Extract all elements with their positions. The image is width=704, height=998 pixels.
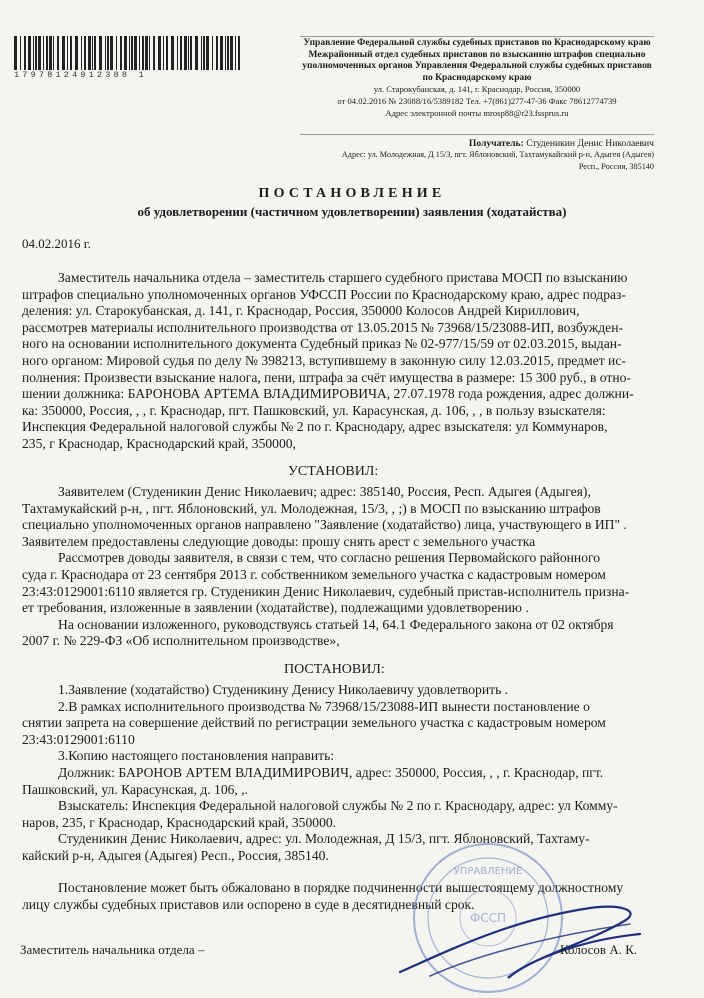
text-line: 2.В рамках исполнительного производства № 73968/15/23088-ИП вынести постановление о bbox=[58, 698, 590, 714]
barcode-icon bbox=[14, 36, 242, 70]
org-email: Адрес электронной почты mrosp88@r23.fssprus.ru bbox=[385, 107, 569, 118]
text-line: снятии запрета на совершение действий по регистрации земельного участка с кадастровым номером bbox=[22, 715, 606, 731]
text-line: ного на основании исполнительного документа Судебный приказ № 02-977/15/59 от 02.03.2015, выдан- bbox=[22, 336, 622, 352]
text-line: штрафов специально уполномоченных органов УФССП России по Краснодарскому краю, адрес подраз- bbox=[22, 286, 626, 302]
org-address: ул. Старокубанская, д. 141, г. Краснодар, Россия, 350000 bbox=[373, 84, 581, 95]
text-line: кайский р-н, Адыгея (Адыгея) Респ., Россия, 385140. bbox=[22, 847, 329, 863]
text-line: суда г. Краснодара от 23 сентября 2013 г. собственником земельного участка с кадастровым номером bbox=[22, 566, 606, 582]
document-title: ПОСТАНОВЛЕНИЕ bbox=[258, 186, 446, 201]
dept-name: Межрайонный отдел судебных приставов по взысканию штрафов специально уполномоченных органов Управления Федеральной службы судебных приставов по Краснодарскому краю bbox=[302, 49, 652, 83]
text-line: Заявителем (Студеникин Денис Николаевич; адрес: 385140, Россия, Респ. Адыгея (Адыгея), bbox=[58, 484, 591, 499]
text-line: полнения: Произвести взыскание налога, пени, штрафа за счёт имущества в размере: 15 300 руб., в отно- bbox=[22, 369, 631, 385]
signer-position: Заместитель начальника отдела – bbox=[20, 942, 205, 957]
text-line: деления: ул. Старокубанская, д. 141, г. Краснодар, Россия, 350000 Колосов Андрей Кириллович, bbox=[22, 303, 580, 319]
barcode-number: 17978124912388 1 bbox=[14, 70, 147, 80]
text-line: 23:43:0129001:6110 является гр. Студеникин Денис Николаевич, судебный пристав-исполнитель призна- bbox=[22, 583, 630, 599]
intro-paragraph bbox=[22, 270, 654, 453]
established-paragraph bbox=[22, 484, 654, 650]
text-line: Заместитель начальника отдела – заместитель старшего судебного пристава МОСП по взысканию bbox=[58, 270, 628, 285]
document-date: 04.02.2016 г. bbox=[22, 236, 91, 251]
text-line: 3.Копию настоящего постановления направить: bbox=[58, 748, 335, 764]
text-line: специально уполномоченных органов направлено "Заявление (ходатайство) лица, участвующего в ИП" . bbox=[22, 517, 627, 533]
recipient-address-1: Адрес: ул. Молодежная, Д 15/3, пгт. Яблоновский, Тахтамукайский р-н, Адыгея (Адыгея) bbox=[341, 150, 654, 160]
stamp-text-mid: ФССП bbox=[469, 911, 507, 925]
text-line: Студеникин Денис Николаевич, адрес: ул. Молодежная, Д 15/3, пгт. Яблоновский, Тахтаму- bbox=[58, 831, 590, 847]
header-top-rule bbox=[300, 36, 654, 37]
text-line: ка: 350000, Россия, , , г. Краснодар, пгт. Пашковский, ул. Карасунская, д. 106, , , в пользу взыскателя: bbox=[22, 402, 606, 418]
text-line: ет требования, изложенные в заявлении (ходатайстве), подлежащими удовлетворению . bbox=[22, 600, 529, 616]
text-line: ного органом: Мировой судья по делу № 398213, вступившему в законную силу 12.03.2015, предмет ис- bbox=[22, 352, 626, 368]
text-line: шении должника: БАРОНОВА АРТЕМА ВЛАДИМИРОВИЧА, 27.07.1978 года рождения, адрес должни- bbox=[22, 386, 634, 402]
text-line: Рассмотрев доводы заявителя, в связи с тем, что согласно решения Первомайского районного bbox=[58, 550, 601, 566]
text-line: наров, 235, г Краснодар, Краснодарский край, 350000. bbox=[22, 814, 337, 830]
stamp-text-top: УПРАВЛЕНИЕ bbox=[453, 866, 523, 877]
handwritten-signature-icon bbox=[390, 880, 650, 990]
established-heading: УСТАНОВИЛ: bbox=[288, 464, 379, 479]
organization-header bbox=[300, 38, 654, 119]
document-subtitle: об удовлетворении (частичном удовлетворении) заявления (ходатайства) bbox=[137, 204, 567, 219]
text-line: На основании изложенного, руководствуясь статьей 14, 64.1 Федерального закона от 02 октября bbox=[58, 616, 614, 632]
org-name: Управление Федеральной службы судебных приставов по Краснодарскому краю bbox=[303, 38, 651, 48]
text-line: 235, г Краснодар, Краснодарский край, 350000, bbox=[22, 435, 296, 451]
text-line: Должник: БАРОНОВ АРТЕМ ВЛАДИМИРОВИЧ, адрес: 350000, Россия, , , г. Краснодар, пгт. bbox=[58, 764, 604, 780]
org-reference: от 04.02.2016 № 23088/16/5389182 Тел. +7(861)277-47-36 Факс 78612774739 bbox=[337, 95, 617, 106]
text-line: Постановление может быть обжаловано в порядке подчиненности вышестоящему должностному bbox=[58, 880, 624, 895]
recipient-address-2: Респ., Россия, 385140 bbox=[578, 161, 654, 171]
text-line: 1.Заявление (ходатайство) Студеникину Денису Николаевичу удовлетворить . bbox=[58, 682, 509, 697]
text-line: Взыскатель: Инспекция Федеральной налоговой службы № 2 по г. Краснодару, адрес: ул Комму- bbox=[58, 798, 618, 814]
signer-name: Колосов А. К. bbox=[560, 942, 638, 957]
text-line: Инспекция Федеральной налоговой службы № 2 по г. Краснодару, адрес взыскателя: ул Коммунаров, bbox=[22, 419, 608, 435]
recipient-label: Получатель: bbox=[468, 138, 524, 149]
text-line: Тахтамукайский р-н, , пгт. Яблоновский, ул. Молодежная, 15/3, , ;) в МОСП по взысканию штрафов bbox=[22, 500, 601, 516]
header-bottom-rule bbox=[300, 134, 654, 135]
text-line: рассмотрев материалы исполнительного производства от 13.05.2015 № 73968/15/23088-ИП, возбужден- bbox=[22, 319, 623, 335]
text-line: Пашковский, ул. Карасунская, д. 106, ,. bbox=[22, 781, 249, 797]
text-line: 23:43:0129001:6110 bbox=[22, 731, 135, 747]
text-line: лицу службы судебных приставов или оспорено в суде в десятидневный срок. bbox=[22, 896, 475, 912]
text-line: 2007 г. № 229-ФЗ «Об исполнительном производстве», bbox=[22, 633, 340, 649]
text-line: Заявителем предоставлены следующие доводы: прошу снять арест с земельного участка bbox=[22, 533, 536, 549]
recipient-block bbox=[300, 138, 654, 172]
recipient-name: Студеникин Денис Николаевич bbox=[526, 138, 654, 149]
resolved-heading: ПОСТАНОВИЛ: bbox=[284, 662, 385, 677]
